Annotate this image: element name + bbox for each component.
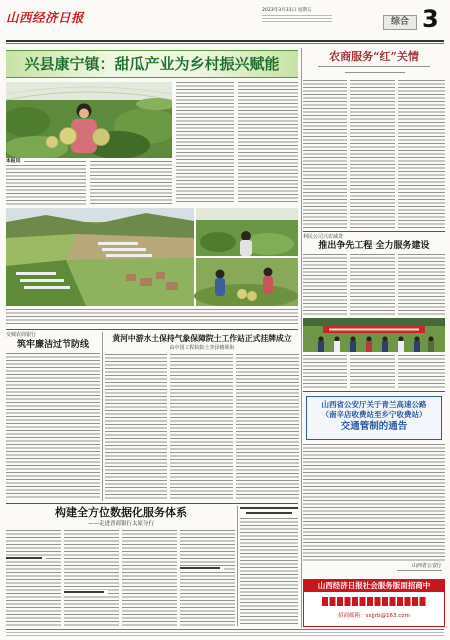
editor-credits — [262, 15, 332, 23]
digital-service-body-col-1 — [6, 530, 61, 626]
red-banner — [323, 326, 425, 333]
rural-bank-body-col-2 — [350, 80, 395, 228]
ad-title: 山西经济日报社会服务版面招商中 — [304, 580, 444, 592]
rural-bank-body-col-1 — [303, 80, 347, 228]
ad-email: 招商邮箱：sxjjrb@163.com — [338, 613, 410, 619]
digital-service-subhead-1 — [6, 557, 42, 559]
ad-hotline-number — [322, 597, 426, 606]
huanghe-body-col-3 — [236, 354, 299, 500]
header-rule — [6, 40, 444, 42]
event-photo-graphic — [303, 318, 445, 352]
harvest-photo — [194, 258, 298, 306]
issue-date: 2023年3月31日 星期五 — [262, 8, 312, 13]
column-divider — [102, 332, 103, 501]
limin-body-col-4 — [303, 355, 347, 389]
huanghe-subtitle: 由中国工程院院士李泽椿领衔 — [169, 345, 235, 351]
notice-body-text — [303, 444, 445, 562]
digital-service-headline: 构建全方位数据化服务体系 — [55, 506, 187, 519]
limin-headline: 推出争先工程 全力服务建设 — [318, 241, 430, 251]
section-rule — [303, 391, 445, 392]
notice-title-line-2: （南辛店收费站至乡宁收费站） — [321, 410, 427, 419]
notice-date — [397, 570, 442, 573]
melon-photo-caption — [6, 309, 298, 326]
column-divider — [301, 48, 302, 628]
limin-body-col-6 — [398, 355, 445, 389]
melon-headline-banner: 兴县康宁镇：甜瓜产业为乡村振兴赋能 — [6, 50, 298, 78]
side-brief-body — [240, 518, 298, 626]
limin-body-col-5 — [350, 355, 395, 389]
section-rule — [6, 503, 298, 504]
photo-collage-graphic — [6, 208, 298, 306]
section-rule — [6, 329, 298, 330]
digital-service-subtitle: ——走进晋商银行太原分行 — [87, 521, 154, 527]
rural-bank-body-col-3 — [398, 80, 445, 228]
greenhouse-photo-graphic — [6, 82, 172, 158]
section-rule — [303, 231, 445, 232]
aerial-farmland-photo — [6, 208, 194, 306]
masthead-logo: 山西经济日报 — [6, 10, 85, 25]
header-rule-thin — [6, 43, 444, 44]
melon-body-col-2 — [238, 82, 298, 204]
digital-service-body-col-3 — [122, 530, 177, 626]
limin-body-col-1 — [303, 254, 347, 315]
limin-event-photo — [303, 318, 445, 352]
huanghe-body-col-1 — [105, 354, 167, 500]
footer-imprint — [6, 632, 444, 638]
page-number: 3 — [422, 5, 439, 33]
melon-caption-col-2 — [90, 161, 172, 205]
melon-greenhouse-photo — [6, 82, 172, 158]
digital-service-body-col-2 — [64, 530, 119, 626]
huanghe-headline: 黄河中游水土保持气象保障院士工作站正式挂牌成立 — [112, 334, 292, 343]
limin-body-col-2 — [350, 254, 395, 315]
rural-bank-subtitle — [318, 66, 430, 69]
jiaocheng-headline: 筑牢廉洁过节防线 — [16, 340, 89, 350]
side-brief-headline-line-2 — [246, 512, 292, 514]
section-label: 综合 — [383, 15, 417, 30]
notice-title-line-3: 交通管制的通告 — [340, 421, 408, 432]
melon-caption-col-1 — [6, 165, 86, 205]
traffic-control-notice-title-box — [306, 396, 442, 440]
jiaocheng-kicker: 交城农商银行 — [6, 332, 37, 338]
greenhouse-interior-photo — [196, 208, 298, 256]
notice-signature: 山西省公安厅 — [411, 563, 442, 569]
column-divider — [237, 506, 238, 626]
melon-body-col-1 — [176, 82, 234, 204]
ad-space-promo — [303, 579, 445, 627]
limin-body-col-3 — [398, 254, 445, 315]
jiaocheng-body — [6, 353, 100, 500]
digital-service-subhead-2 — [64, 591, 104, 593]
notice-title-line-1: 山西省公安厅关于青兰高速公路 — [321, 400, 427, 409]
rural-bank-byline — [345, 72, 405, 75]
digital-service-body-col-4 — [180, 530, 235, 626]
rural-bank-headline: 农商服务“红”关情 — [329, 50, 419, 63]
digital-service-subhead-3 — [180, 567, 220, 569]
side-brief-headline-line-1 — [240, 507, 298, 509]
melon-dateline: 本报讯 — [6, 159, 21, 164]
melon-industry-photo-collage — [6, 208, 298, 306]
huanghe-body-col-2 — [170, 354, 233, 500]
footer-rule — [6, 629, 444, 630]
limin-kicker: 利民公司兴农减贷 — [303, 234, 344, 240]
